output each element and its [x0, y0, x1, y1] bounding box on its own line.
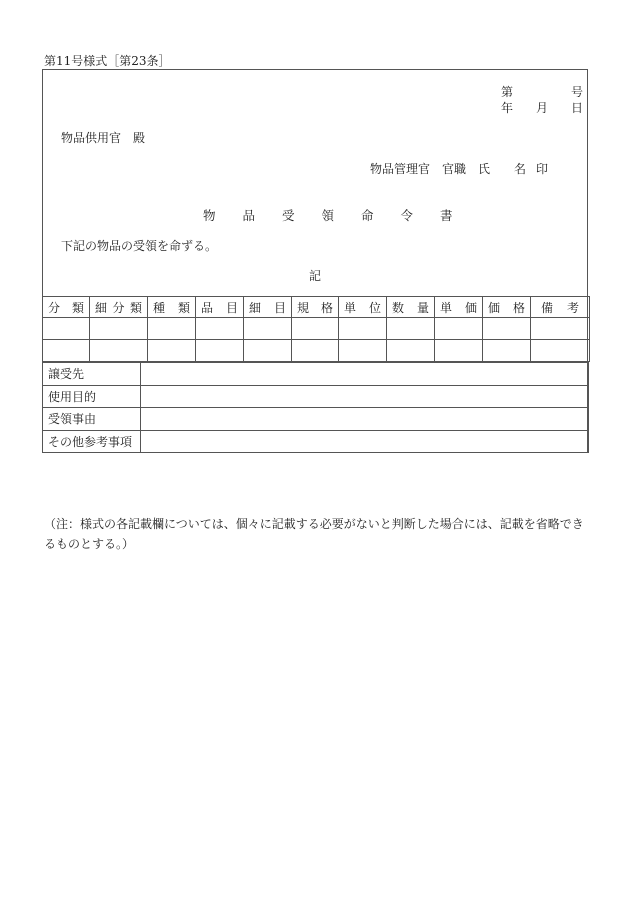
table-cell[interactable] [531, 318, 590, 340]
column-header-char: 格 [320, 300, 333, 315]
info-value-cell[interactable] [141, 363, 589, 386]
intro-text: 下記の物品の受領を命ずる。 [61, 239, 218, 253]
addressee: 物品供用官 殿 [61, 131, 146, 145]
column-header [435, 297, 483, 318]
ki-label: 記 [309, 269, 322, 283]
table-cell[interactable] [435, 318, 483, 340]
column-header-char: 価 [488, 300, 501, 315]
column-header-char: 単 [344, 300, 357, 315]
column-header-char: 価 [464, 300, 477, 315]
column-header [196, 297, 244, 318]
table-cell[interactable] [148, 318, 196, 340]
table-cell[interactable] [531, 340, 590, 362]
column-header-char: 目 [273, 300, 286, 315]
column-header-char: 備 [541, 300, 554, 315]
column-header [292, 297, 339, 318]
column-header-char: 類 [71, 300, 84, 315]
column-header-char: 細 [95, 300, 108, 315]
column-header [339, 297, 387, 318]
table-cell[interactable] [483, 340, 531, 362]
date-year: 年 [501, 101, 514, 115]
column-header [387, 297, 435, 318]
info-row [43, 408, 589, 431]
column-header-char: 考 [566, 300, 579, 315]
column-header [244, 297, 292, 318]
info-value-cell[interactable] [141, 408, 589, 431]
column-header-char: 位 [368, 300, 381, 315]
table-cell[interactable] [292, 318, 339, 340]
table-cell[interactable] [196, 340, 244, 362]
form-label: 第11号様式［第23条］ [44, 54, 171, 68]
column-header [483, 297, 531, 318]
table-cell[interactable] [292, 340, 339, 362]
info-label: その他参考事項 [43, 430, 141, 453]
column-header-char: 分 [48, 300, 61, 315]
column-header-char: 格 [512, 300, 525, 315]
info-label: 譲受先 [43, 363, 141, 386]
column-header-char: 類 [129, 300, 142, 315]
column-header [43, 297, 90, 318]
column-header-char: 数 [392, 300, 405, 315]
date-day: 日 [570, 101, 583, 115]
number-line [501, 83, 583, 100]
table-cell[interactable] [387, 340, 435, 362]
table-cell[interactable] [244, 340, 292, 362]
table-cell[interactable] [90, 318, 148, 340]
column-header-char: 種 [153, 300, 166, 315]
column-header-char: 細 [249, 300, 262, 315]
table-cell[interactable] [196, 318, 244, 340]
info-row [43, 430, 589, 453]
table-cell[interactable] [90, 340, 148, 362]
column-header-char: 目 [225, 300, 238, 315]
issuer: 物品管理官 官職 氏 名 [370, 162, 527, 176]
date-line [501, 99, 583, 116]
column-header-char: 規 [297, 300, 310, 315]
column-header [148, 297, 196, 318]
info-label: 使用目的 [43, 385, 141, 408]
table-cell[interactable] [148, 340, 196, 362]
table-cell[interactable] [244, 318, 292, 340]
table-row [43, 318, 590, 340]
table-cell[interactable] [43, 318, 90, 340]
number-prefix: 第 [501, 85, 514, 99]
table-cell[interactable] [483, 318, 531, 340]
column-header [531, 297, 590, 318]
info-row [43, 363, 589, 386]
table-cell[interactable] [339, 340, 387, 362]
column-header-char: 量 [416, 300, 429, 315]
info-row [43, 385, 589, 408]
date-month: 月 [535, 101, 548, 115]
info-label: 受領事由 [43, 408, 141, 431]
column-header-char: 類 [177, 300, 190, 315]
table-cell[interactable] [339, 318, 387, 340]
column-header-char: 分 [112, 300, 125, 315]
table-cell[interactable] [43, 340, 90, 362]
column-header-char: 品 [201, 300, 214, 315]
column-header [90, 297, 148, 318]
table-cell[interactable] [435, 340, 483, 362]
table-cell[interactable] [387, 318, 435, 340]
info-value-cell[interactable] [141, 385, 589, 408]
items-table [42, 296, 590, 362]
number-suffix: 号 [570, 85, 583, 99]
column-header-char: 単 [440, 300, 453, 315]
info-table [42, 362, 589, 453]
table-header-row [43, 297, 590, 318]
document-title: 物品受領命令書 [203, 208, 480, 223]
info-value-cell[interactable] [141, 430, 589, 453]
table-row [43, 340, 590, 362]
seal-mark: 印 [536, 162, 549, 176]
footnote: （注：様式の各記載欄については、個々に記載する必要がないと判断した場合には、記載を省略できるものとする。） [44, 517, 584, 551]
